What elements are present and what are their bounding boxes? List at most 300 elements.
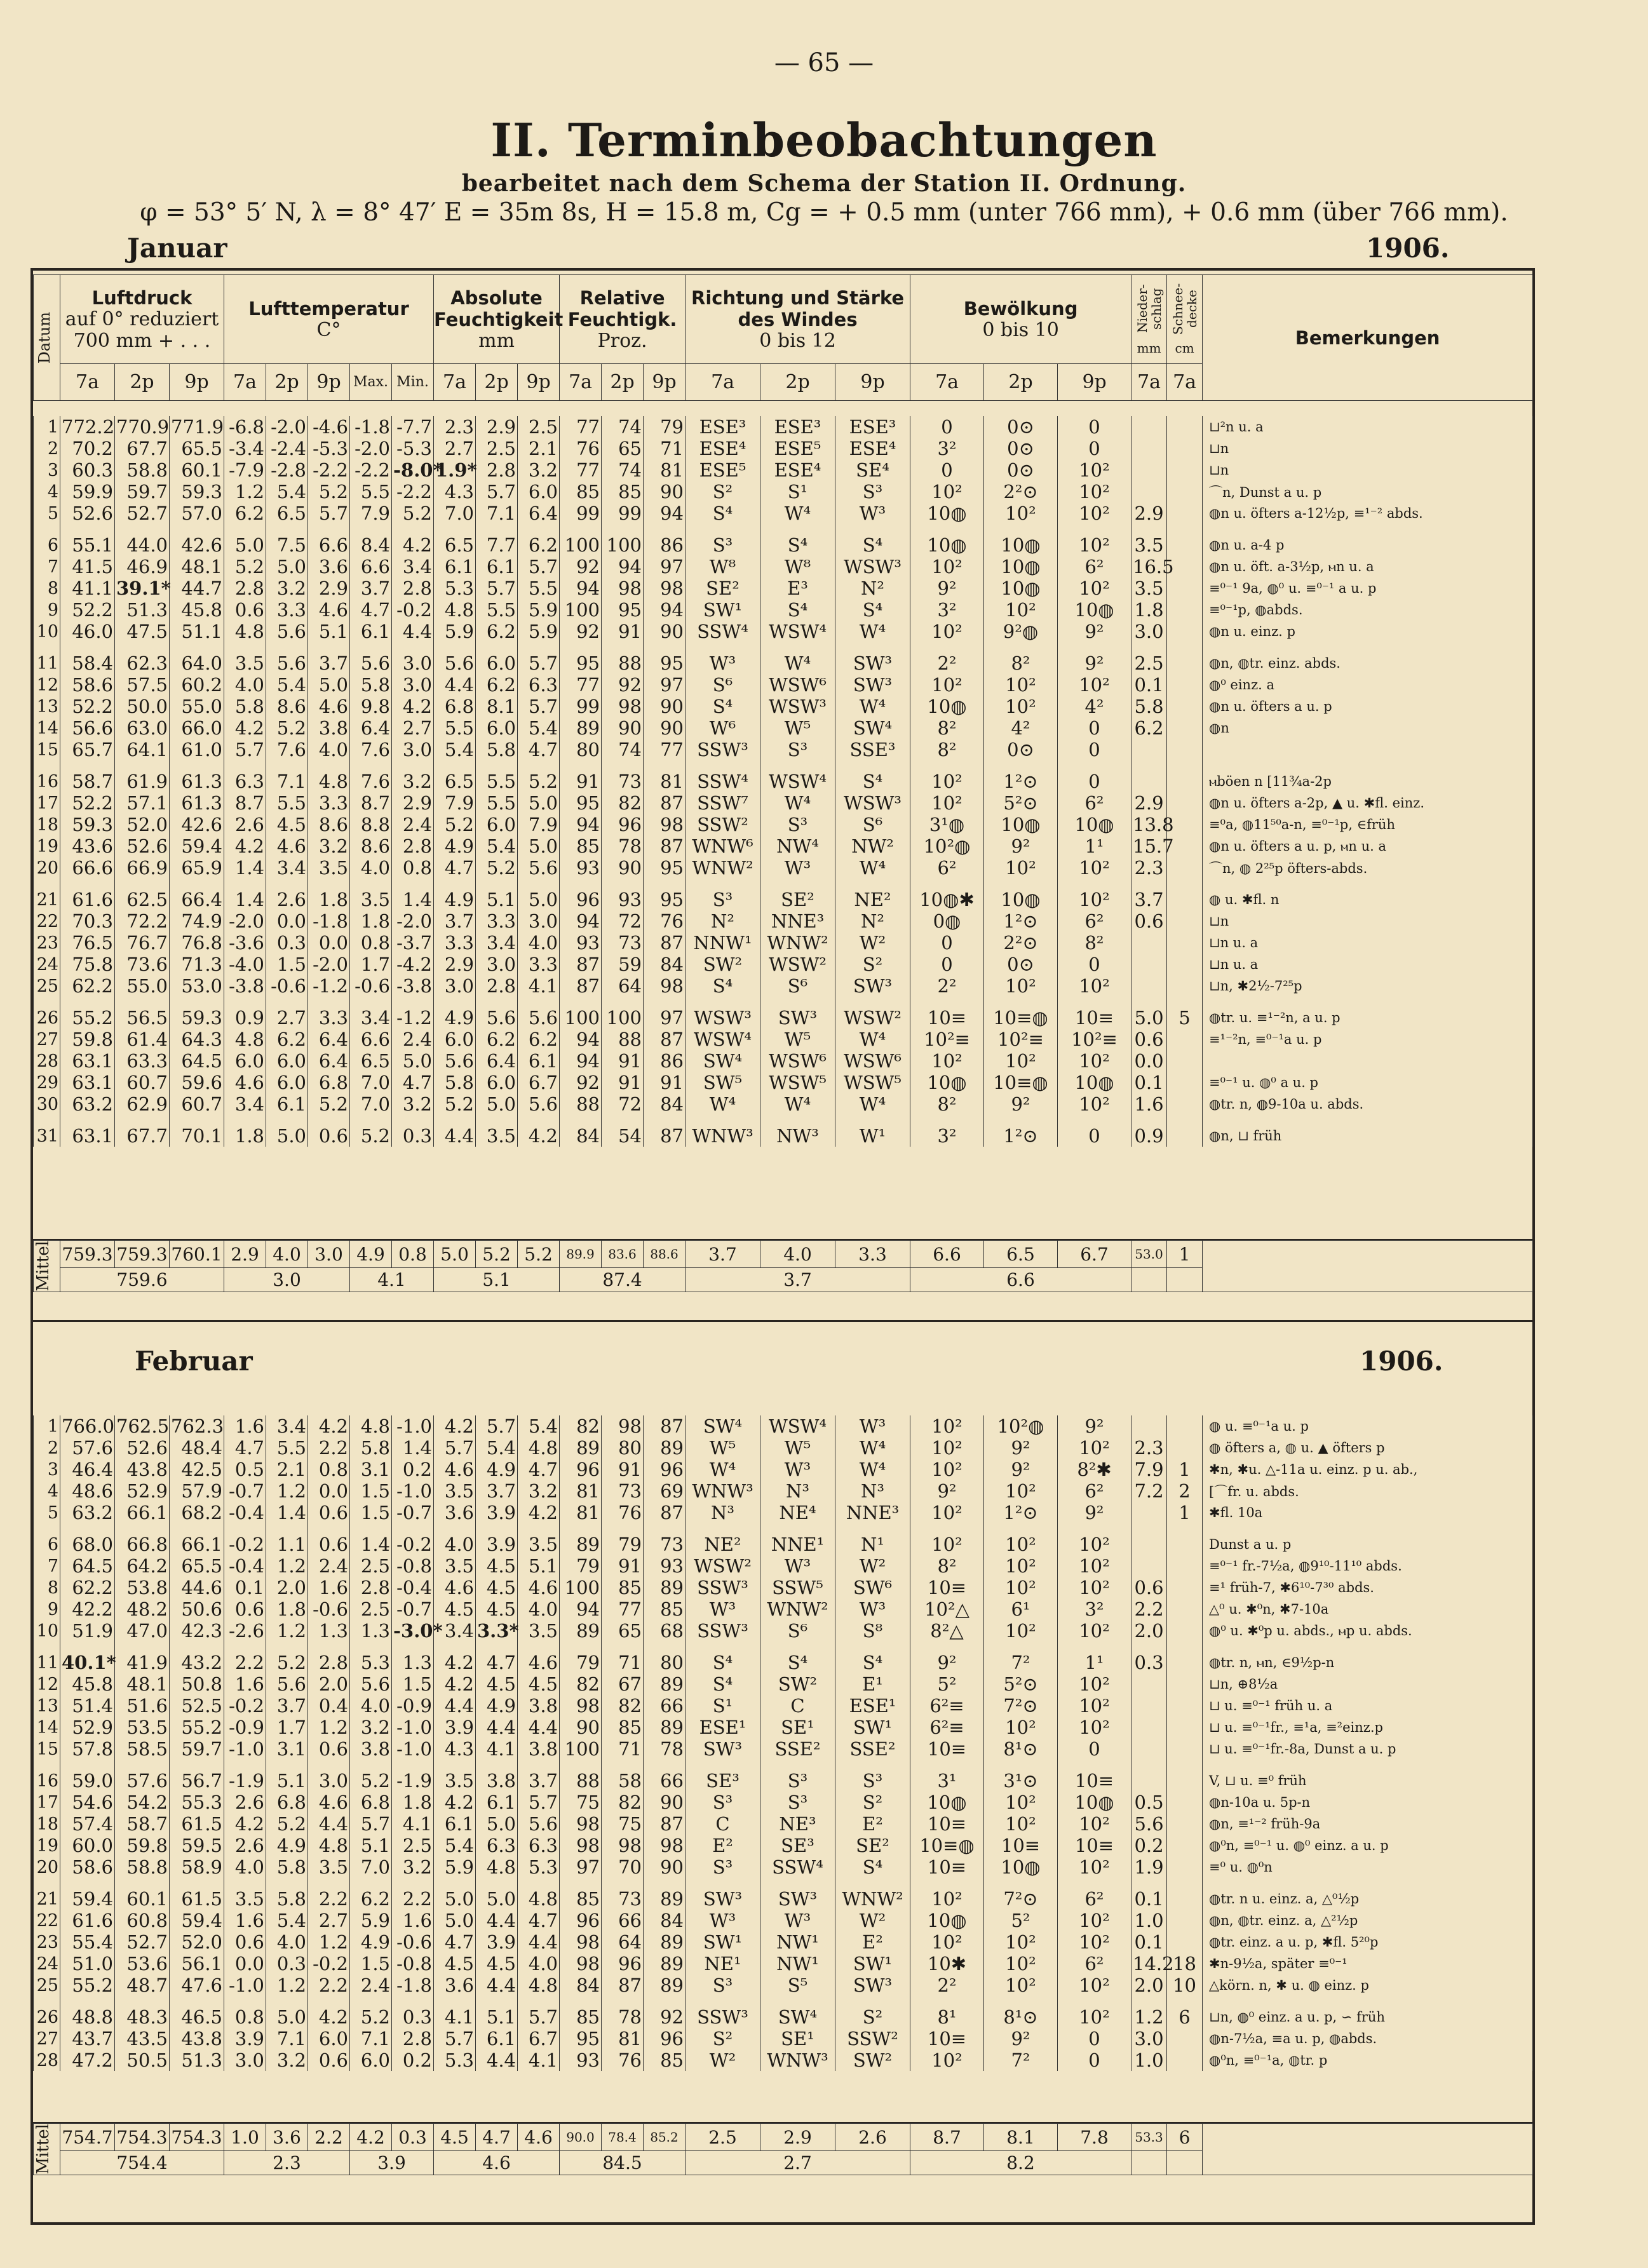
value-cell: WSW³ bbox=[760, 696, 835, 717]
value-cell: 64.5 bbox=[60, 1555, 115, 1577]
value-cell: 82 bbox=[602, 1792, 644, 1813]
value-cell: 6.3 bbox=[518, 674, 560, 696]
value-cell: 5.5 bbox=[350, 481, 392, 503]
day-cell: 4 bbox=[34, 481, 60, 503]
value-cell: 5.7 bbox=[518, 696, 560, 717]
value-cell: SSW³ bbox=[686, 2006, 760, 2028]
value-cell: S³ bbox=[760, 739, 835, 760]
value-cell: -2.0 bbox=[266, 416, 308, 438]
subheader-11: 7a bbox=[560, 364, 602, 401]
value-cell: W⁵ bbox=[686, 1437, 760, 1459]
value-cell: 0.1 bbox=[1131, 1931, 1167, 1953]
value-cell: W³ bbox=[760, 1910, 835, 1931]
value-cell: 1.2 bbox=[308, 1717, 350, 1738]
value-cell: W⁴ bbox=[835, 1437, 910, 1459]
row-gap bbox=[34, 1523, 1533, 1534]
value-cell: 10≡ bbox=[910, 1813, 984, 1835]
mean-cell: 754.3 bbox=[170, 2124, 224, 2151]
value-cell: WSW⁶ bbox=[760, 674, 835, 696]
value-cell: W⁴ bbox=[686, 1459, 760, 1480]
value-cell: SW⁶ bbox=[835, 1577, 910, 1598]
value-cell: 1.3 bbox=[350, 1620, 392, 1642]
value-cell: 7.1 bbox=[266, 2028, 308, 2049]
value-cell bbox=[1167, 1072, 1203, 1093]
value-cell: 6.0 bbox=[476, 1072, 518, 1093]
value-cell: 59.3 bbox=[60, 814, 115, 835]
value-cell: 8¹ bbox=[910, 2006, 984, 2028]
value-cell: SE¹ bbox=[760, 2028, 835, 2049]
value-cell bbox=[1167, 975, 1203, 997]
header-absfeucht: Absolute Feuchtigkeit mm bbox=[434, 275, 560, 364]
value-cell: S⁴ bbox=[835, 1856, 910, 1878]
value-cell: 2.8 bbox=[392, 2028, 434, 2049]
value-cell: 96 bbox=[560, 1910, 602, 1931]
value-cell: 1.6 bbox=[1131, 1093, 1167, 1115]
value-cell: 6.0 bbox=[350, 2049, 392, 2071]
value-cell: 0.0 bbox=[308, 932, 350, 954]
value-cell: 52.2 bbox=[60, 599, 115, 621]
value-cell: 6.6 bbox=[350, 556, 392, 577]
value-cell: 3.1 bbox=[350, 1459, 392, 1480]
value-cell: -2.0 bbox=[392, 910, 434, 932]
subheader-18: 2p bbox=[984, 364, 1058, 401]
value-cell: 100 bbox=[560, 1577, 602, 1598]
value-cell: 59.4 bbox=[170, 835, 224, 857]
table-row bbox=[34, 1717, 1533, 1738]
value-cell: 2.4 bbox=[392, 814, 434, 835]
value-cell: 46.5 bbox=[170, 2006, 224, 2028]
value-cell: 71 bbox=[644, 438, 686, 459]
value-cell: 4.8 bbox=[518, 1888, 560, 1910]
value-cell: E² bbox=[835, 1813, 910, 1835]
value-cell bbox=[1131, 459, 1167, 481]
subheader-6: Max. bbox=[350, 364, 392, 401]
table-row bbox=[34, 534, 1533, 556]
value-cell: 2.9 bbox=[1131, 792, 1167, 814]
value-cell: -1.8 bbox=[350, 416, 392, 438]
mean-cell: 6.6 bbox=[910, 1241, 984, 1268]
value-cell: 5.8 bbox=[266, 1856, 308, 1878]
value-cell: W⁵ bbox=[760, 1029, 835, 1050]
value-cell: 58.7 bbox=[60, 771, 115, 792]
value-cell: 10²≡ bbox=[910, 1029, 984, 1050]
value-cell: 95 bbox=[644, 889, 686, 910]
value-cell: 4.8 bbox=[476, 1856, 518, 1878]
value-cell: 1.3 bbox=[392, 1652, 434, 1673]
value-cell: 10≡ bbox=[1058, 1770, 1131, 1792]
value-cell: S⁴ bbox=[686, 696, 760, 717]
value-cell: 0 bbox=[910, 416, 984, 438]
value-cell: -1.8 bbox=[392, 1974, 434, 1996]
value-cell: 41.9 bbox=[115, 1652, 170, 1673]
value-cell: SW³ bbox=[760, 1888, 835, 1910]
value-cell: 2.5 bbox=[1131, 652, 1167, 674]
value-cell: 44.0 bbox=[115, 534, 170, 556]
value-cell: 59.3 bbox=[170, 481, 224, 503]
value-cell: WNW³ bbox=[686, 1125, 760, 1147]
value-cell: 0.3 bbox=[392, 1125, 434, 1147]
value-cell bbox=[1167, 696, 1203, 717]
value-cell: 1.8 bbox=[1131, 599, 1167, 621]
day-cell: 20 bbox=[34, 857, 60, 879]
subheader-10: 9p bbox=[518, 364, 560, 401]
value-cell: 4.0 bbox=[518, 1598, 560, 1620]
row-gap bbox=[34, 524, 1533, 534]
value-cell: 4.0 bbox=[224, 1856, 266, 1878]
table-row bbox=[34, 1007, 1533, 1029]
value-cell: 42.2 bbox=[60, 1598, 115, 1620]
value-cell: 0.3 bbox=[266, 1953, 308, 1974]
value-cell: 95 bbox=[644, 652, 686, 674]
table-row bbox=[34, 2006, 1533, 2028]
day-cell: 6 bbox=[34, 534, 60, 556]
value-cell: ESE³ bbox=[760, 416, 835, 438]
value-cell: 3.0 bbox=[434, 975, 476, 997]
value-cell: 8¹⊙ bbox=[984, 2006, 1058, 2028]
value-cell: 63.1 bbox=[60, 1072, 115, 1093]
value-cell: 6.8 bbox=[434, 696, 476, 717]
value-cell: 80 bbox=[560, 739, 602, 760]
value-cell: WSW² bbox=[686, 1555, 760, 1577]
value-cell: 3.3 bbox=[476, 910, 518, 932]
value-cell: 4.7 bbox=[476, 1652, 518, 1673]
value-cell: 3.6 bbox=[308, 556, 350, 577]
value-cell: S¹ bbox=[760, 481, 835, 503]
value-cell: 4.9 bbox=[350, 1931, 392, 1953]
table-row bbox=[34, 1029, 1533, 1050]
value-cell: 0.2 bbox=[392, 1459, 434, 1480]
mean-cell: 4.5 bbox=[434, 2124, 476, 2151]
value-cell: 10² bbox=[984, 1050, 1058, 1072]
value-cell: 1.4 bbox=[350, 1534, 392, 1555]
value-cell: 0.0 bbox=[1131, 1050, 1167, 1072]
overall-mean-cell: 2.3 bbox=[224, 2151, 350, 2175]
value-cell: 7.5 bbox=[266, 534, 308, 556]
value-cell: SW³ bbox=[835, 674, 910, 696]
day-cell: 22 bbox=[34, 1910, 60, 1931]
value-cell: 8.7 bbox=[224, 792, 266, 814]
value-cell: 10² bbox=[910, 621, 984, 642]
value-cell: 5.0 bbox=[476, 1093, 518, 1115]
mean-cell: 4.0 bbox=[760, 1241, 835, 1268]
value-cell: 59.6 bbox=[170, 1072, 224, 1093]
value-cell: 85 bbox=[602, 481, 644, 503]
value-cell: 2.8 bbox=[476, 975, 518, 997]
value-cell: 3.8 bbox=[350, 1738, 392, 1760]
value-cell: 98 bbox=[644, 814, 686, 835]
value-cell: 3.5 bbox=[1131, 577, 1167, 599]
value-cell: S³ bbox=[686, 1792, 760, 1813]
value-cell bbox=[1167, 621, 1203, 642]
table-row bbox=[34, 459, 1533, 481]
value-cell: 6.5 bbox=[350, 1050, 392, 1072]
day-cell: 12 bbox=[34, 1673, 60, 1695]
value-cell: 10² bbox=[1058, 1813, 1131, 1835]
value-cell bbox=[1131, 1770, 1167, 1792]
value-cell: -2.6 bbox=[224, 1620, 266, 1642]
value-cell: 4.5 bbox=[476, 1953, 518, 1974]
empty-cell bbox=[1131, 2151, 1167, 2175]
value-cell: 92 bbox=[644, 2006, 686, 2028]
value-cell: 61.5 bbox=[170, 1813, 224, 1835]
value-cell: 70.2 bbox=[60, 438, 115, 459]
mean-cell: 4.2 bbox=[350, 2124, 392, 2151]
value-cell: S³ bbox=[835, 481, 910, 503]
remark-cell: ⊔n, ✱2½-7²⁵p bbox=[1203, 975, 1533, 997]
value-cell: 10² bbox=[984, 1480, 1058, 1502]
value-cell: S⁴ bbox=[760, 599, 835, 621]
mean-cell: 1.0 bbox=[224, 2124, 266, 2151]
value-cell: 58 bbox=[602, 1770, 644, 1792]
overall-mean-cell: 4.6 bbox=[434, 2151, 560, 2175]
value-cell: ESE⁵ bbox=[760, 438, 835, 459]
value-cell: 58.7 bbox=[115, 1813, 170, 1835]
value-cell: S² bbox=[686, 481, 760, 503]
value-cell: W² bbox=[835, 932, 910, 954]
value-cell: 85 bbox=[560, 835, 602, 857]
value-cell: 78 bbox=[602, 2006, 644, 2028]
value-cell: 2.4 bbox=[308, 1555, 350, 1577]
value-cell: 97 bbox=[644, 674, 686, 696]
value-cell: W⁴ bbox=[835, 1093, 910, 1115]
value-cell: 4.9 bbox=[476, 1459, 518, 1480]
value-cell: 1.5 bbox=[350, 1480, 392, 1502]
value-cell: -0.4 bbox=[392, 1577, 434, 1598]
value-cell: 7²⊙ bbox=[984, 1695, 1058, 1717]
value-cell: 4.4 bbox=[434, 1695, 476, 1717]
value-cell: 4.5 bbox=[518, 1673, 560, 1695]
value-cell: 10² bbox=[1058, 1910, 1131, 1931]
value-cell: 7.1 bbox=[476, 503, 518, 524]
value-cell: 61.6 bbox=[60, 889, 115, 910]
value-cell: 52.2 bbox=[60, 792, 115, 814]
value-cell bbox=[1167, 792, 1203, 814]
value-cell: 0.6 bbox=[224, 1931, 266, 1953]
value-cell: 2.0 bbox=[1131, 1974, 1167, 1996]
value-cell bbox=[1131, 954, 1167, 975]
value-cell: 3.5 bbox=[224, 1888, 266, 1910]
row-gap bbox=[34, 879, 1533, 889]
value-cell: 3.0 bbox=[392, 652, 434, 674]
value-cell: 52.9 bbox=[115, 1480, 170, 1502]
value-cell: -0.6 bbox=[308, 1598, 350, 1620]
value-cell: SSE² bbox=[760, 1738, 835, 1760]
value-cell: 6.0 bbox=[224, 1050, 266, 1072]
value-cell: 5.7 bbox=[476, 481, 518, 503]
value-cell bbox=[1167, 1792, 1203, 1813]
value-cell: 10² bbox=[1058, 481, 1131, 503]
value-cell: 88 bbox=[560, 1093, 602, 1115]
value-cell: 10²△ bbox=[910, 1598, 984, 1620]
value-cell: 6.2 bbox=[350, 1888, 392, 1910]
value-cell: 6.3 bbox=[476, 1835, 518, 1856]
value-cell: 9² bbox=[984, 835, 1058, 857]
value-cell: 4.2 bbox=[308, 2006, 350, 2028]
value-cell: WSW³ bbox=[835, 792, 910, 814]
value-cell: -0.7 bbox=[392, 1502, 434, 1523]
value-cell: 5.4 bbox=[476, 1437, 518, 1459]
value-cell: 86 bbox=[644, 1050, 686, 1072]
value-cell: 3.8 bbox=[476, 1770, 518, 1792]
day-cell: 23 bbox=[34, 932, 60, 954]
value-cell: NE¹ bbox=[686, 1953, 760, 1974]
subheader-3: 7a bbox=[224, 364, 266, 401]
value-cell: 59.7 bbox=[115, 481, 170, 503]
value-cell: 4.0 bbox=[308, 739, 350, 760]
value-cell: E¹ bbox=[835, 1673, 910, 1695]
value-cell: 1 bbox=[1167, 1502, 1203, 1523]
remark-cell: ◍n, ≡¹⁻² früh-9a bbox=[1203, 1813, 1533, 1835]
value-cell: 10² bbox=[1058, 1577, 1131, 1598]
value-cell: 60.8 bbox=[115, 1910, 170, 1931]
value-cell: 10²≡ bbox=[1058, 1029, 1131, 1050]
value-cell: 8.8 bbox=[350, 814, 392, 835]
value-cell: 2.8 bbox=[392, 577, 434, 599]
remark-cell: ◍n, ◍tr. einz. abds. bbox=[1203, 652, 1533, 674]
value-cell bbox=[1167, 1093, 1203, 1115]
value-cell: 0⊙ bbox=[984, 416, 1058, 438]
value-cell: 3.5 bbox=[308, 857, 350, 879]
value-cell: 13.8 bbox=[1131, 814, 1167, 835]
value-cell: 5.1 bbox=[518, 1555, 560, 1577]
remark-cell: ⊔n bbox=[1203, 438, 1533, 459]
value-cell: 1.5 bbox=[350, 1502, 392, 1523]
value-cell: 53.8 bbox=[115, 1577, 170, 1598]
remark-cell: ⊔ u. ≡⁰⁻¹fr.-8a, Dunst a u. p bbox=[1203, 1738, 1533, 1760]
value-cell: 52.6 bbox=[115, 1437, 170, 1459]
value-cell: 3.5 bbox=[518, 1620, 560, 1642]
value-cell: 55.4 bbox=[60, 1931, 115, 1953]
value-cell: 89 bbox=[644, 1673, 686, 1695]
value-cell: 3.9 bbox=[434, 1717, 476, 1738]
value-cell: 0 bbox=[1058, 416, 1131, 438]
value-cell: 86 bbox=[644, 534, 686, 556]
value-cell: 2²⊙ bbox=[984, 932, 1058, 954]
value-cell: 4.4 bbox=[476, 2049, 518, 2071]
value-cell: 62.9 bbox=[115, 1093, 170, 1115]
value-cell: W³ bbox=[686, 1910, 760, 1931]
value-cell: 87 bbox=[644, 1029, 686, 1050]
value-cell: 41.1 bbox=[60, 577, 115, 599]
value-cell: 63.1 bbox=[60, 1125, 115, 1147]
value-cell: 5.5 bbox=[476, 771, 518, 792]
value-cell: 63.0 bbox=[115, 717, 170, 739]
remark-cell: ◍n bbox=[1203, 717, 1533, 739]
value-cell: 64.1 bbox=[115, 739, 170, 760]
value-cell: 3.0 bbox=[308, 1770, 350, 1792]
value-cell: SE¹ bbox=[760, 1717, 835, 1738]
value-cell: 3.4 bbox=[266, 857, 308, 879]
value-cell: 4.9 bbox=[434, 835, 476, 857]
value-cell: 4.2 bbox=[224, 835, 266, 857]
value-cell: 52.0 bbox=[170, 1931, 224, 1953]
value-cell: S⁴ bbox=[686, 1652, 760, 1673]
value-cell: 55.2 bbox=[170, 1717, 224, 1738]
value-cell: 1.2 bbox=[266, 1620, 308, 1642]
value-cell: 10² bbox=[1058, 1050, 1131, 1072]
value-cell: 66.1 bbox=[170, 1534, 224, 1555]
value-cell: 6.1 bbox=[518, 1050, 560, 1072]
value-cell: 7²⊙ bbox=[984, 1888, 1058, 1910]
value-cell: 2.9 bbox=[1131, 503, 1167, 524]
value-cell bbox=[1131, 975, 1167, 997]
value-cell: -2.0 bbox=[224, 910, 266, 932]
value-cell: 6.4 bbox=[518, 503, 560, 524]
value-cell: 94 bbox=[560, 1050, 602, 1072]
value-cell bbox=[1167, 1673, 1203, 1695]
value-cell: 55.2 bbox=[60, 1007, 115, 1029]
value-cell: 7.0 bbox=[434, 503, 476, 524]
value-cell: 60.3 bbox=[60, 459, 115, 481]
value-cell: 39.1* bbox=[115, 577, 170, 599]
value-cell: 84 bbox=[644, 1093, 686, 1115]
value-cell: 4.8 bbox=[308, 1835, 350, 1856]
value-cell: 81 bbox=[644, 771, 686, 792]
value-cell: 51.4 bbox=[60, 1695, 115, 1717]
value-cell: 95 bbox=[560, 2028, 602, 2049]
value-cell: WNW³ bbox=[760, 2049, 835, 2071]
value-cell: W⁴ bbox=[835, 621, 910, 642]
mean-cell: 4.7 bbox=[476, 2124, 518, 2151]
value-cell: 10◍ bbox=[984, 556, 1058, 577]
value-cell: 4.6 bbox=[224, 1072, 266, 1093]
value-cell: -1.9 bbox=[392, 1770, 434, 1792]
value-cell: 76 bbox=[602, 1502, 644, 1523]
value-cell: 5.7 bbox=[518, 556, 560, 577]
value-cell: 79 bbox=[644, 416, 686, 438]
day-cell: 9 bbox=[34, 1598, 60, 1620]
value-cell bbox=[1167, 717, 1203, 739]
remark-cell: Dunst a u. p bbox=[1203, 1534, 1533, 1555]
value-cell: 4.9 bbox=[434, 889, 476, 910]
value-cell: 74 bbox=[602, 416, 644, 438]
value-cell: 97 bbox=[560, 1856, 602, 1878]
value-cell: 90 bbox=[644, 1792, 686, 1813]
remark-cell: ◍n u. einz. p bbox=[1203, 621, 1533, 642]
subheader-4: 2p bbox=[266, 364, 308, 401]
value-cell: 74.9 bbox=[170, 910, 224, 932]
value-cell: SSW⁴ bbox=[686, 771, 760, 792]
value-cell: 5.2 bbox=[308, 481, 350, 503]
value-cell: 3.4 bbox=[224, 1093, 266, 1115]
table-row bbox=[34, 975, 1533, 997]
table-row bbox=[34, 1480, 1533, 1502]
value-cell: 4.5 bbox=[476, 1577, 518, 1598]
value-cell: 3.0 bbox=[476, 954, 518, 975]
value-cell: 4.6 bbox=[434, 1459, 476, 1480]
value-cell: NW³ bbox=[760, 1125, 835, 1147]
value-cell: 77 bbox=[560, 459, 602, 481]
day-cell: 30 bbox=[34, 1093, 60, 1115]
value-cell: 0.1 bbox=[224, 1577, 266, 1598]
value-cell: 3.7 bbox=[1131, 889, 1167, 910]
value-cell: 10✱ bbox=[910, 1953, 984, 1974]
day-cell: 24 bbox=[34, 954, 60, 975]
value-cell: 3.4 bbox=[266, 1415, 308, 1437]
value-cell: 0.9 bbox=[224, 1007, 266, 1029]
value-cell: 0.6 bbox=[1131, 1577, 1167, 1598]
value-cell: 2.2 bbox=[224, 1652, 266, 1673]
value-cell: 4.5 bbox=[434, 1598, 476, 1620]
table-row bbox=[34, 556, 1533, 577]
remark-cell: ◍⁰n, ≡⁰⁻¹ u. ◍⁰ einz. a u. p bbox=[1203, 1835, 1533, 1856]
value-cell: WSW⁶ bbox=[835, 1050, 910, 1072]
value-cell: W² bbox=[686, 2049, 760, 2071]
value-cell: 6.1 bbox=[434, 556, 476, 577]
value-cell: 10² bbox=[1058, 1437, 1131, 1459]
value-cell: 9² bbox=[1058, 1415, 1131, 1437]
value-cell: 5.8 bbox=[1131, 696, 1167, 717]
